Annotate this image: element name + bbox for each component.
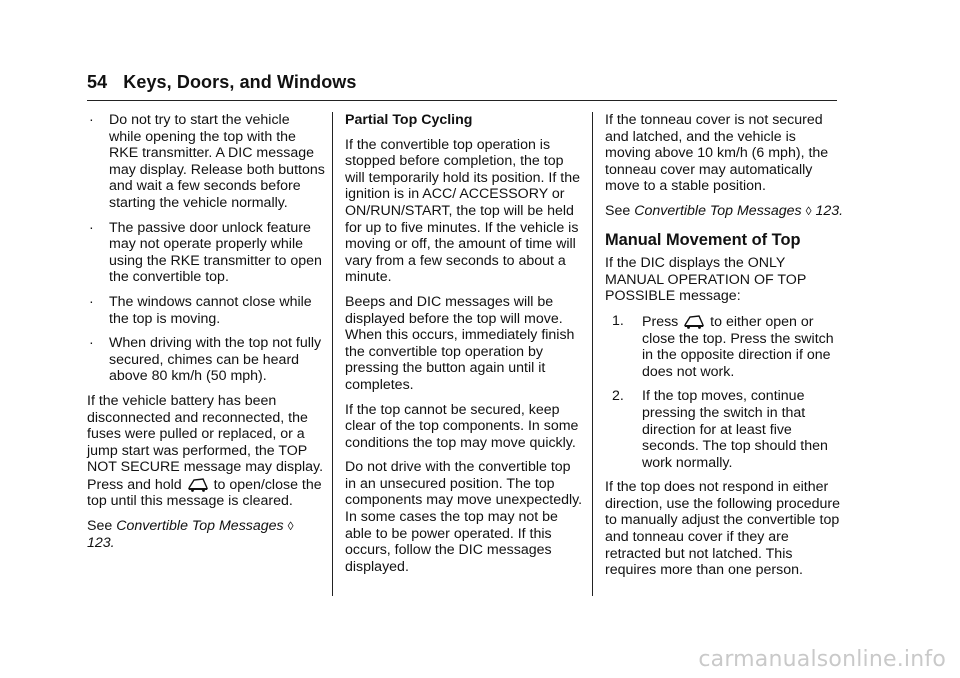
bullet-item xyxy=(87,335,325,385)
step-text: Press to either open or close the top. Press the switch in the opposite direction if one does not work. xyxy=(642,313,834,380)
bullet-marker: · xyxy=(89,112,94,128)
bullet-item xyxy=(87,112,325,212)
bullet-text: When driving with the top not fully secured, chimes can be heard above 80 km/h (50 mph). xyxy=(109,335,322,385)
bullet-marker: · xyxy=(89,335,94,352)
step-number: 2. xyxy=(612,388,624,405)
reference-link[interactable]: Convertible Top Messages xyxy=(634,202,802,219)
battery-paragraph: If the vehicle battery has been disconnected and reconnected, the fuses were pulled or replaced, or a jump start was performed, the TOP NOT SECURE message may display. Press and hold to open/close the top until this message is cleared. xyxy=(87,392,324,510)
step-item xyxy=(605,388,845,471)
column-divider xyxy=(332,112,333,596)
tonneau-paragraph: If the tonneau cover is not secured and latched, and the vehicle is moving above 10 km/h (6 mph), the tonneau cover may automatically move to a stable position. xyxy=(605,112,829,195)
column-1 xyxy=(87,112,325,559)
column-divider xyxy=(592,112,593,596)
column-2 xyxy=(345,112,585,583)
paragraph: If the top cannot be secured, keep clear of the top components. In some conditions the top may move quickly. xyxy=(345,401,579,451)
column-3 xyxy=(605,112,845,587)
see-reference: See Convertible Top Messages ◊ 123. xyxy=(605,202,844,219)
watermark: carmanualsonline.info xyxy=(698,647,946,672)
page-reference-icon: ◊ xyxy=(805,203,812,218)
bullet-item xyxy=(87,220,325,286)
bullet-text: The passive door unlock feature may not operate properly while using the RKE transmitter to open the convertible top. xyxy=(109,219,322,286)
bullet-text: The windows cannot close while the top is moving. xyxy=(109,293,312,327)
see-reference: See Convertible Top Messages ◊ 123. xyxy=(87,518,294,551)
reference-page[interactable]: 123. xyxy=(815,202,844,219)
paragraph: If the convertible top operation is stopped before completion, the top will temporarily hold its position. If the ignition is in ACC/ ACCESSORY or ON/RUN/START, the top will be held for up to five minutes. If the vehicle is moving or off, the amount of time will vary from a few seconds to about a minute. xyxy=(345,136,580,286)
bullet-text: Do not try to start the vehicle while opening the top with the RKE transmitter. A DIC message may display. Release both buttons and wait a few seconds before starting the vehicle normally. xyxy=(109,112,325,211)
bullet-marker: · xyxy=(89,293,94,310)
convertible-top-icon xyxy=(187,476,209,492)
step-number: 1. xyxy=(612,312,624,329)
page-header xyxy=(87,72,357,100)
paragraph: Do not drive with the convertible top in an unsecured position. The top components may move unexpectedly. In some cases the top may not be able to be power operated. If this occurs, follow the DIC messages displayed. xyxy=(345,459,583,575)
page-number: 54 xyxy=(87,72,108,92)
step-item xyxy=(605,313,845,380)
closing-paragraph: If the top does not respond in either direction, use the following procedure to manually adjust the convertible top and tonneau cover if they are retracted but not latched. This requires more than one person. xyxy=(605,479,841,579)
bullet-item xyxy=(87,294,325,327)
convertible-top-icon xyxy=(683,313,705,329)
reference-link[interactable]: Convertible Top Messages xyxy=(116,518,284,535)
step-text: If the top moves, continue pressing the switch in that direction for at least five seconds. The top should then work normally. xyxy=(642,388,828,471)
intro-paragraph: If the DIC displays the ONLY MANUAL OPERATION OF TOP POSSIBLE message: xyxy=(605,255,807,305)
section-title-manual-movement: Manual Movement of Top xyxy=(605,230,801,249)
subheading-partial-top-cycling: Partial Top Cycling xyxy=(345,112,473,128)
page-title: Keys, Doors, and Windows xyxy=(123,72,357,92)
header-rule xyxy=(87,100,837,101)
page-reference-icon: ◊ xyxy=(287,519,294,534)
reference-page[interactable]: 123. xyxy=(87,534,115,551)
bullet-marker: · xyxy=(89,219,94,236)
paragraph: Beeps and DIC messages will be displayed before the top will move. When this occurs, immediately finish the convertible top operation by pressing the button again until it completes. xyxy=(345,293,575,393)
